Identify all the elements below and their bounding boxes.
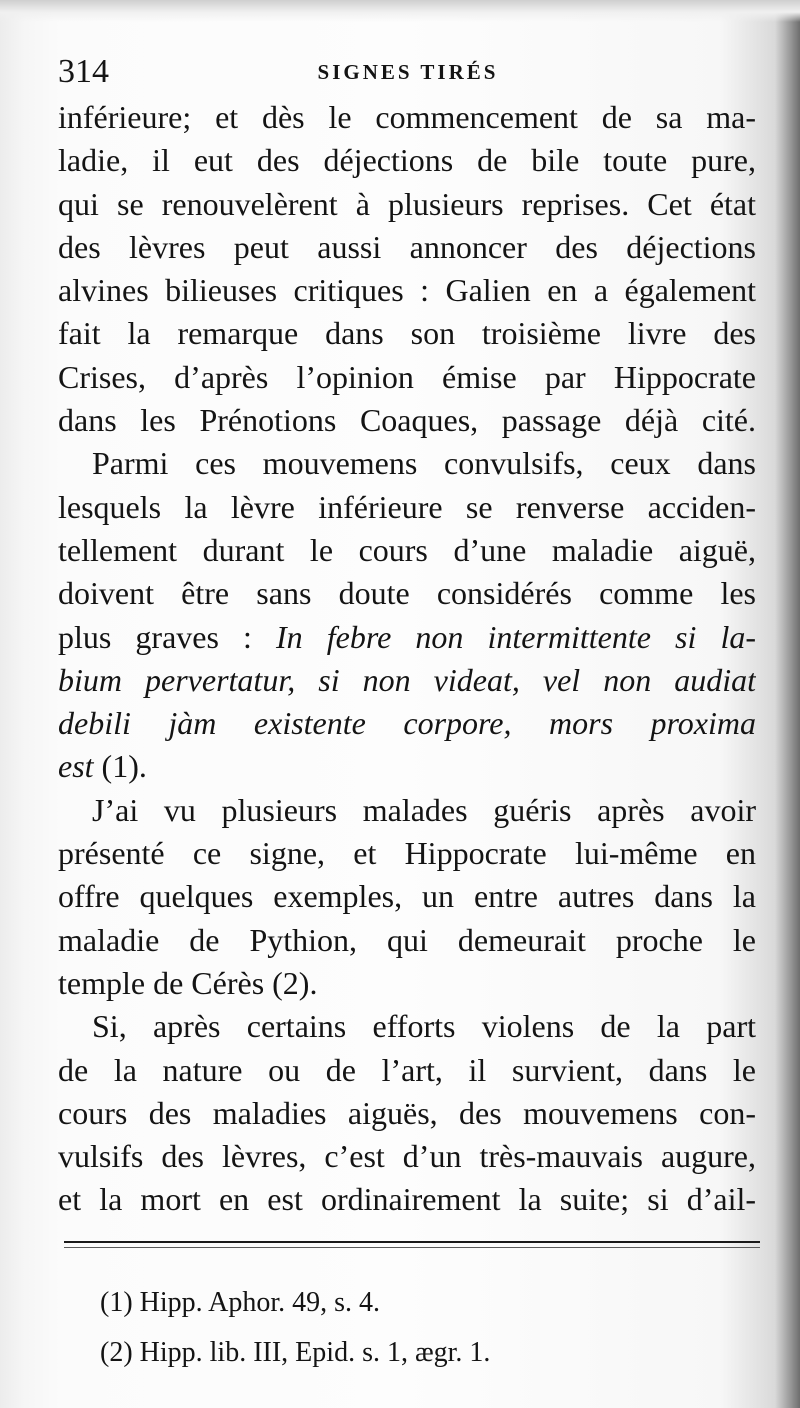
text-line-with-quote <box>58 616 756 659</box>
text-fragment: plus graves : <box>58 618 252 655</box>
text-line-with-note <box>58 745 756 788</box>
text-line: présenté ce signe, et Hippocrate lui-même en <box>58 835 756 872</box>
page-top-edge <box>0 0 800 22</box>
text-line: tellement durant le cours d’une maladie aiguë, <box>58 531 756 568</box>
text-line: maladie de Pythion, qui demeurait proche le <box>58 921 756 958</box>
text-line: alvines bilieuses critiques : Galien en a également <box>58 272 756 309</box>
text-line: temple de Cérès (2). <box>58 964 318 1001</box>
text-line: dans les Prénotions Coaques, passage déjà cité. <box>58 402 756 439</box>
text-line: des lèvres peut aussi annoncer des déjections <box>58 228 756 265</box>
text-line: Si, après certains efforts violens de la part <box>92 1008 756 1045</box>
body-text <box>58 96 756 1222</box>
page-number: 314 <box>58 53 109 90</box>
text-line: inférieure; et dès le commencement de sa ma- <box>58 99 756 135</box>
footnote-2: (2) Hipp. lib. III, Epid. s. 1, ægr. 1. <box>100 1337 491 1368</box>
text-line: de la nature ou de l’art, il survient, dans le <box>58 1051 756 1088</box>
latin-quote-line: debili jàm existente corpore, mors proxima <box>58 705 756 742</box>
text-line: cours des maladies aiguës, des mouvemens con- <box>58 1094 756 1131</box>
footnote-divider <box>64 1241 760 1243</box>
text-line: fait la remarque dans son troisième livre des <box>58 315 756 352</box>
paragraph-2 <box>58 442 756 788</box>
text-line: Crises, d’après l’opinion émise par Hippocrate <box>58 358 756 395</box>
text-line: J’ai vu plusieurs malades guéris après avoir <box>92 791 756 828</box>
text-line: lesquels la lèvre inférieure se renverse acciden- <box>58 488 756 525</box>
footnote-1: (1) Hipp. Aphor. 49, s. 4. <box>100 1287 380 1318</box>
text-line: qui se renouvelèrent à plusieurs reprises. Cet état <box>58 185 756 222</box>
text-line: et la mort en est ordinairement la suite; si d’ail- <box>58 1181 756 1218</box>
text-line: vulsifs des lèvres, c’est d’un très-mauvais augure, <box>58 1138 756 1175</box>
footnotes <box>100 1278 740 1378</box>
footnote-reference: (1). <box>93 748 147 785</box>
latin-quote-fragment: In febre non intermittente si la- <box>275 618 756 655</box>
text-line: Parmi ces mouvemens convulsifs, ceux dans <box>92 445 756 482</box>
paragraph-1 <box>58 96 756 442</box>
paragraph-3 <box>58 789 756 1005</box>
footnote-divider-thin <box>64 1247 760 1248</box>
latin-quote-fragment: est <box>58 748 94 785</box>
page-header <box>58 52 758 92</box>
latin-quote-line: bium pervertatur, si non videat, vel non audiat <box>58 661 756 698</box>
text-line: ladie, il eut des déjections de bile toute pure, <box>58 142 756 179</box>
running-head: SIGNES TIRÉS <box>317 60 499 84</box>
paragraph-4 <box>58 1005 756 1221</box>
text-line: offre quelques exemples, un entre autres dans la <box>58 878 756 915</box>
text-line: doivent être sans doute considérés comme les <box>58 575 756 612</box>
